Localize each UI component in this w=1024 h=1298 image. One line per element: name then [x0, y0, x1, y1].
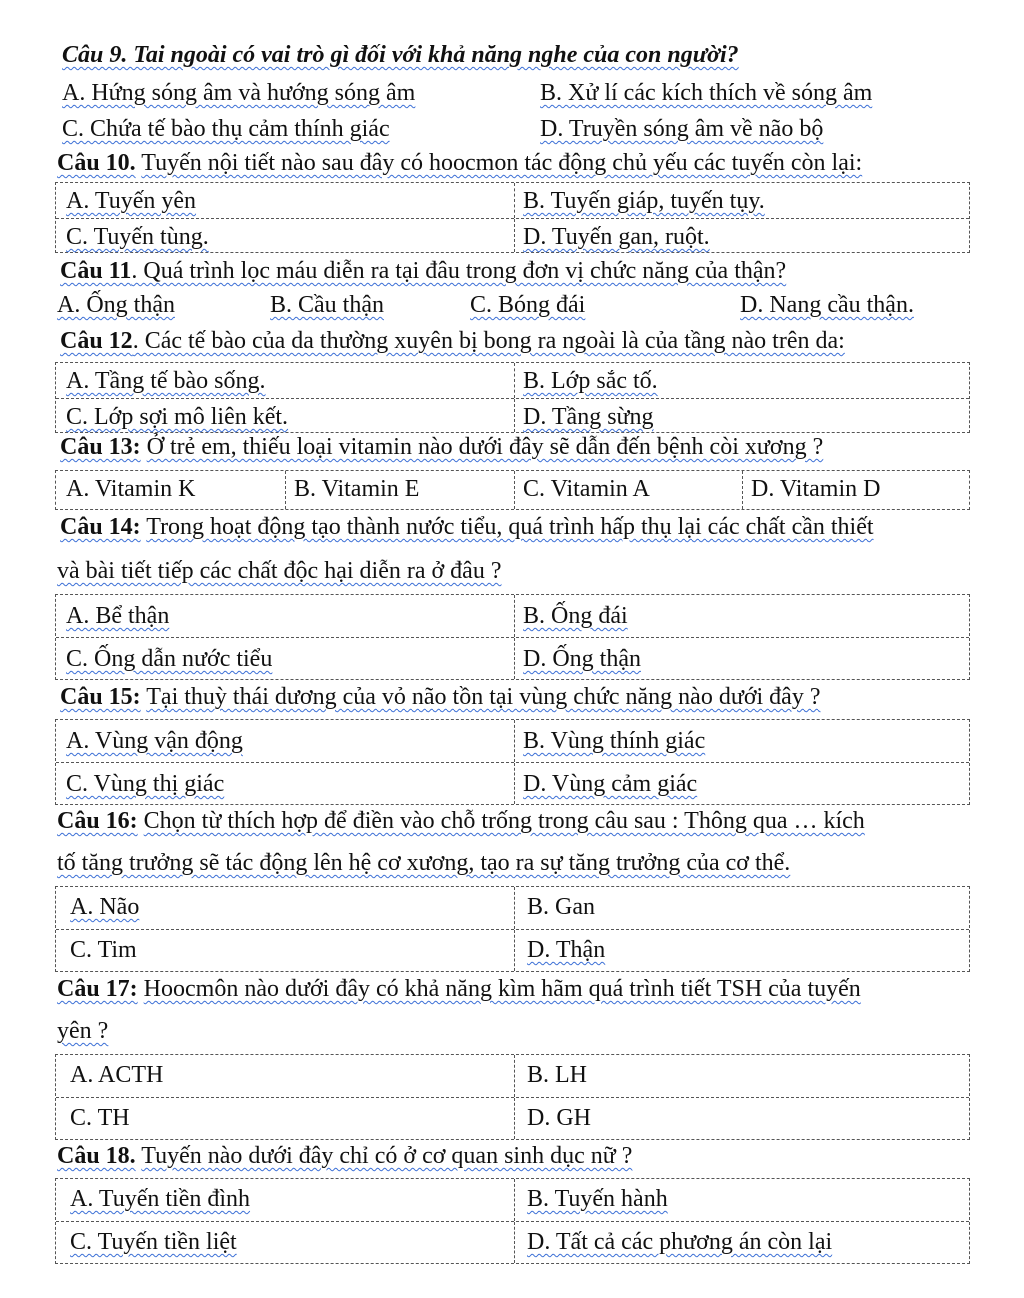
question-15-title — [60, 682, 821, 712]
question-9-option-d: D. Truyền sóng âm về não bộ — [540, 116, 824, 142]
question-16-option-a: A. Não — [70, 894, 140, 920]
question-16-text-line-2: tố tăng trưởng sẽ tác động lên hệ cơ xương, tạo ra sự tăng trưởng của cơ thể. — [57, 850, 791, 876]
question-14-text-line-2: và bài tiết tiếp các chất độc hại diễn ra ở đâu ? — [57, 558, 502, 584]
question-11-label: Câu 11 — [60, 258, 132, 284]
question-11-option-a: A. Ống thận — [57, 292, 175, 318]
question-16-option-c: C. Tim — [70, 937, 137, 963]
question-12-option-a: A. Tầng tế bào sống. — [66, 368, 266, 394]
question-11-option-b: B. Cầu thận — [270, 292, 384, 318]
options-row — [56, 762, 969, 804]
question-18-label: Câu 18. — [57, 1143, 136, 1169]
question-17-option-a: A. ACTH — [70, 1062, 164, 1088]
question-15-option-c: C. Vùng thị giác — [66, 771, 225, 797]
question-18-options — [55, 1178, 970, 1264]
question-13-option-c: C. Vitamin A — [514, 471, 742, 509]
options-row — [56, 637, 969, 679]
question-16-text-line-1: Chọn từ thích hợp để điền vào chỗ trống trong câu sau : Thông qua … kích — [143, 808, 865, 834]
question-13-title — [60, 432, 823, 462]
question-12-option-c: C. Lớp sợi mô liên kết. — [66, 404, 289, 430]
question-10-title — [57, 148, 862, 178]
question-18-text: Tuyến nào dưới đây chỉ có ở cơ quan sinh dục nữ ? — [141, 1143, 633, 1169]
question-10-options — [55, 182, 970, 253]
question-18-option-b: B. Tuyến hành — [527, 1186, 668, 1212]
question-11-title — [60, 256, 786, 286]
question-14-option-c: C. Ống dẫn nước tiểu — [66, 646, 273, 672]
question-14-label: Câu 14: — [60, 514, 141, 540]
question-12-text: . Các tế bào của da thường xuyên bị bong ra ngoài là của tầng nào trên da: — [132, 328, 845, 354]
question-12-option-b: B. Lớp sắc tố. — [523, 368, 658, 394]
question-17-option-c: C. TH — [70, 1105, 130, 1131]
question-13-text: Ở trẻ em, thiếu loại vitamin nào dưới đây sẽ dẫn đến bệnh còi xương ? — [146, 434, 824, 460]
question-9-title: Câu 9. Tai ngoài có vai trò gì đối với khả năng nghe của con người? — [62, 42, 739, 68]
options-row — [56, 929, 969, 971]
question-17-options — [55, 1054, 970, 1140]
question-16-label: Câu 16: — [57, 808, 138, 834]
options-row — [56, 595, 969, 637]
question-18-option-c: C. Tuyến tiền liệt — [70, 1229, 237, 1255]
question-15-text: Tại thuỳ thái dương của vỏ não tồn tại vùng chức năng nào dưới đây ? — [146, 684, 821, 710]
question-17-text-line-1: Hoocmôn nào dưới đây có khả năng kìm hãm quá trình tiết TSH của tuyến — [143, 976, 861, 1002]
question-17-option-d: D. GH — [527, 1105, 591, 1131]
options-row — [56, 183, 969, 218]
question-13-option-d: D. Vitamin D — [742, 471, 969, 509]
question-9-option-a: A. Hứng sóng âm và hướng sóng âm — [62, 80, 416, 106]
question-15-option-d: D. Vùng cảm giác — [523, 771, 698, 797]
options-row — [56, 887, 969, 929]
question-16-option-d: D. Thận — [527, 937, 606, 963]
options-row — [56, 720, 969, 762]
question-18-option-d: D. Tất cả các phương án còn lại — [527, 1229, 833, 1255]
question-14-option-a: A. Bể thận — [66, 603, 170, 629]
options-row — [56, 363, 969, 398]
question-13-option-b: B. Vitamin E — [285, 471, 514, 509]
question-10-option-b: B. Tuyến giáp, tuyến tụy. — [523, 188, 765, 214]
options-row — [56, 1097, 969, 1139]
question-13-options — [55, 470, 970, 510]
question-13-option-a: A. Vitamin K — [66, 476, 196, 502]
question-15-option-a: A. Vùng vận động — [66, 728, 243, 754]
question-10-option-a: A. Tuyến yên — [66, 188, 197, 214]
question-10-option-c: C. Tuyến tùng. — [66, 224, 209, 250]
question-12-options — [55, 362, 970, 433]
question-17-text-line-2: yên ? — [57, 1018, 109, 1044]
question-12-title — [60, 326, 845, 356]
question-10-label: Câu 10. — [57, 150, 136, 176]
question-14-text-line-1: Trong hoạt động tạo thành nước tiểu, quá trình hấp thụ lại các chất cần thiết — [146, 514, 874, 540]
question-15-options — [55, 719, 970, 805]
question-14-title-line-1 — [60, 512, 874, 542]
question-12-label: Câu 12 — [60, 328, 133, 354]
question-13-label: Câu 13: — [60, 434, 141, 460]
options-row — [56, 471, 969, 509]
question-16-options — [55, 886, 970, 972]
question-11-text: . Quá trình lọc máu diễn ra tại đâu trong đơn vị chức năng của thận? — [131, 258, 787, 284]
question-10-option-d: D. Tuyến gan, ruột. — [523, 224, 710, 250]
question-18-option-a: A. Tuyến tiền đình — [70, 1186, 251, 1212]
question-16-option-b: B. Gan — [527, 894, 595, 920]
question-14-option-d: D. Ống thận — [523, 646, 641, 672]
options-row — [56, 1179, 969, 1221]
options-row — [56, 218, 969, 252]
question-15-option-b: B. Vùng thính giác — [523, 728, 706, 754]
question-14-options — [55, 594, 970, 680]
question-10-text: Tuyến nội tiết nào sau đây có hoocmon tác động chủ yếu các tuyến còn lại: — [141, 150, 863, 176]
question-11-option-d: D. Nang cầu thận. — [740, 292, 914, 318]
question-16-title-line-1 — [57, 806, 865, 836]
question-18-title — [57, 1141, 632, 1171]
question-11-option-c: C. Bóng đái — [470, 292, 586, 318]
options-row — [56, 1055, 969, 1097]
question-17-label: Câu 17: — [57, 976, 138, 1002]
options-row — [56, 398, 969, 432]
question-15-label: Câu 15: — [60, 684, 141, 710]
question-12-option-d: D. Tầng sừng — [523, 404, 654, 430]
question-9-option-b: B. Xử lí các kích thích về sóng âm — [540, 80, 873, 106]
question-17-title-line-1 — [57, 974, 861, 1004]
question-14-option-b: B. Ống đái — [523, 603, 628, 629]
options-row — [56, 1221, 969, 1263]
question-9-option-c: C. Chứa tế bào thụ cảm thính giác — [62, 116, 390, 142]
question-17-option-b: B. LH — [527, 1062, 587, 1088]
